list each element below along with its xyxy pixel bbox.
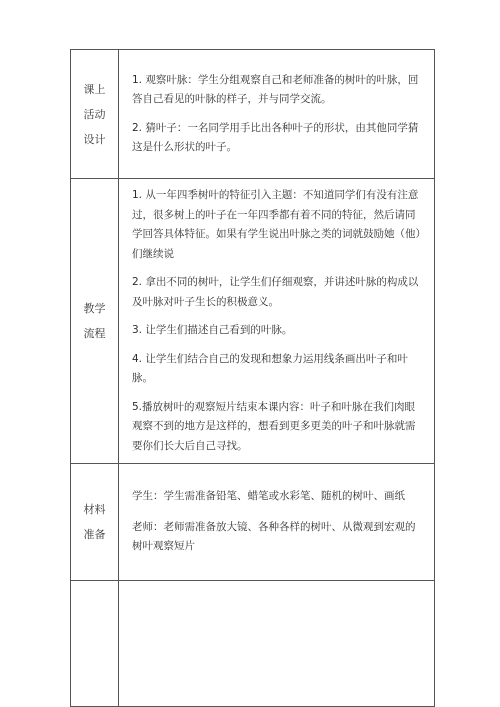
row-label-activity-design bbox=[71, 50, 119, 179]
materials-students: 学生：学生需准备铅笔、蜡笔或水彩笔、随机的树叶、画纸 bbox=[132, 490, 405, 503]
table-row-activity-design bbox=[71, 50, 435, 179]
table-row-empty bbox=[71, 581, 435, 707]
lesson-plan-table bbox=[70, 49, 435, 707]
row-content-teaching-process bbox=[119, 179, 435, 464]
row-label-line: 材料 bbox=[83, 503, 106, 516]
row-label-line: 教学 bbox=[83, 302, 106, 315]
row-label-empty bbox=[71, 581, 119, 707]
table-row-teaching-process bbox=[71, 179, 435, 464]
row-label-line: 设计 bbox=[83, 132, 106, 146]
process-step-4: 4. 让学生们结合自己的发现和想象力运用线条画出叶子和叶脉。 bbox=[132, 352, 408, 384]
row-label-line: 流程 bbox=[83, 327, 106, 340]
activity-item-1: 1. 观察叶脉：学生分组观察自己和老师准备的树叶的叶脉，回答自己看见的叶脉的样子，并与同学交流。 bbox=[132, 73, 419, 105]
row-label-line: 活动 bbox=[83, 107, 106, 121]
row-content-materials bbox=[119, 464, 435, 581]
process-step-1: 1. 从一年四季树叶的特征引入主题：不知道同学们有没有注意过，很多树上的叶子在一年四季都有着不同的特征，然后请同学回答具体特征。如果有学生说出叶脉之类的词就鼓励她（他）们继续说 bbox=[132, 189, 421, 260]
materials-teacher: 老师：老师需准备放大镜、各种各样的树叶、从微观到宏观的树叶观察短片 bbox=[132, 520, 416, 553]
table-row-materials bbox=[71, 464, 435, 581]
process-step-2: 2. 拿出不同的树叶，让学生们仔细观察，并讲述叶脉的构成以及叶脉对叶子生长的积极意义。 bbox=[132, 276, 419, 308]
row-content-activity-design bbox=[119, 50, 435, 179]
process-step-3: 3. 让学生们描述自己看到的叶脉。 bbox=[132, 324, 293, 336]
row-label-materials bbox=[71, 464, 119, 581]
row-label-line: 准备 bbox=[83, 528, 106, 541]
process-step-5: 5.播放树叶的观察短片结束本课内容：叶子和叶脉在我们肉眼观察不到的地方是这样的，想看到更多更美的叶子和叶脉就需要你们长大后自己寻找。 bbox=[132, 400, 416, 452]
row-label-line: 课上 bbox=[83, 82, 106, 96]
row-label-teaching-process bbox=[71, 179, 119, 464]
activity-item-2: 2. 猜叶子：一名同学用手比出各种叶子的形状，由其他同学猜这是什么形状的叶子。 bbox=[132, 121, 419, 153]
row-content-empty bbox=[119, 581, 435, 707]
